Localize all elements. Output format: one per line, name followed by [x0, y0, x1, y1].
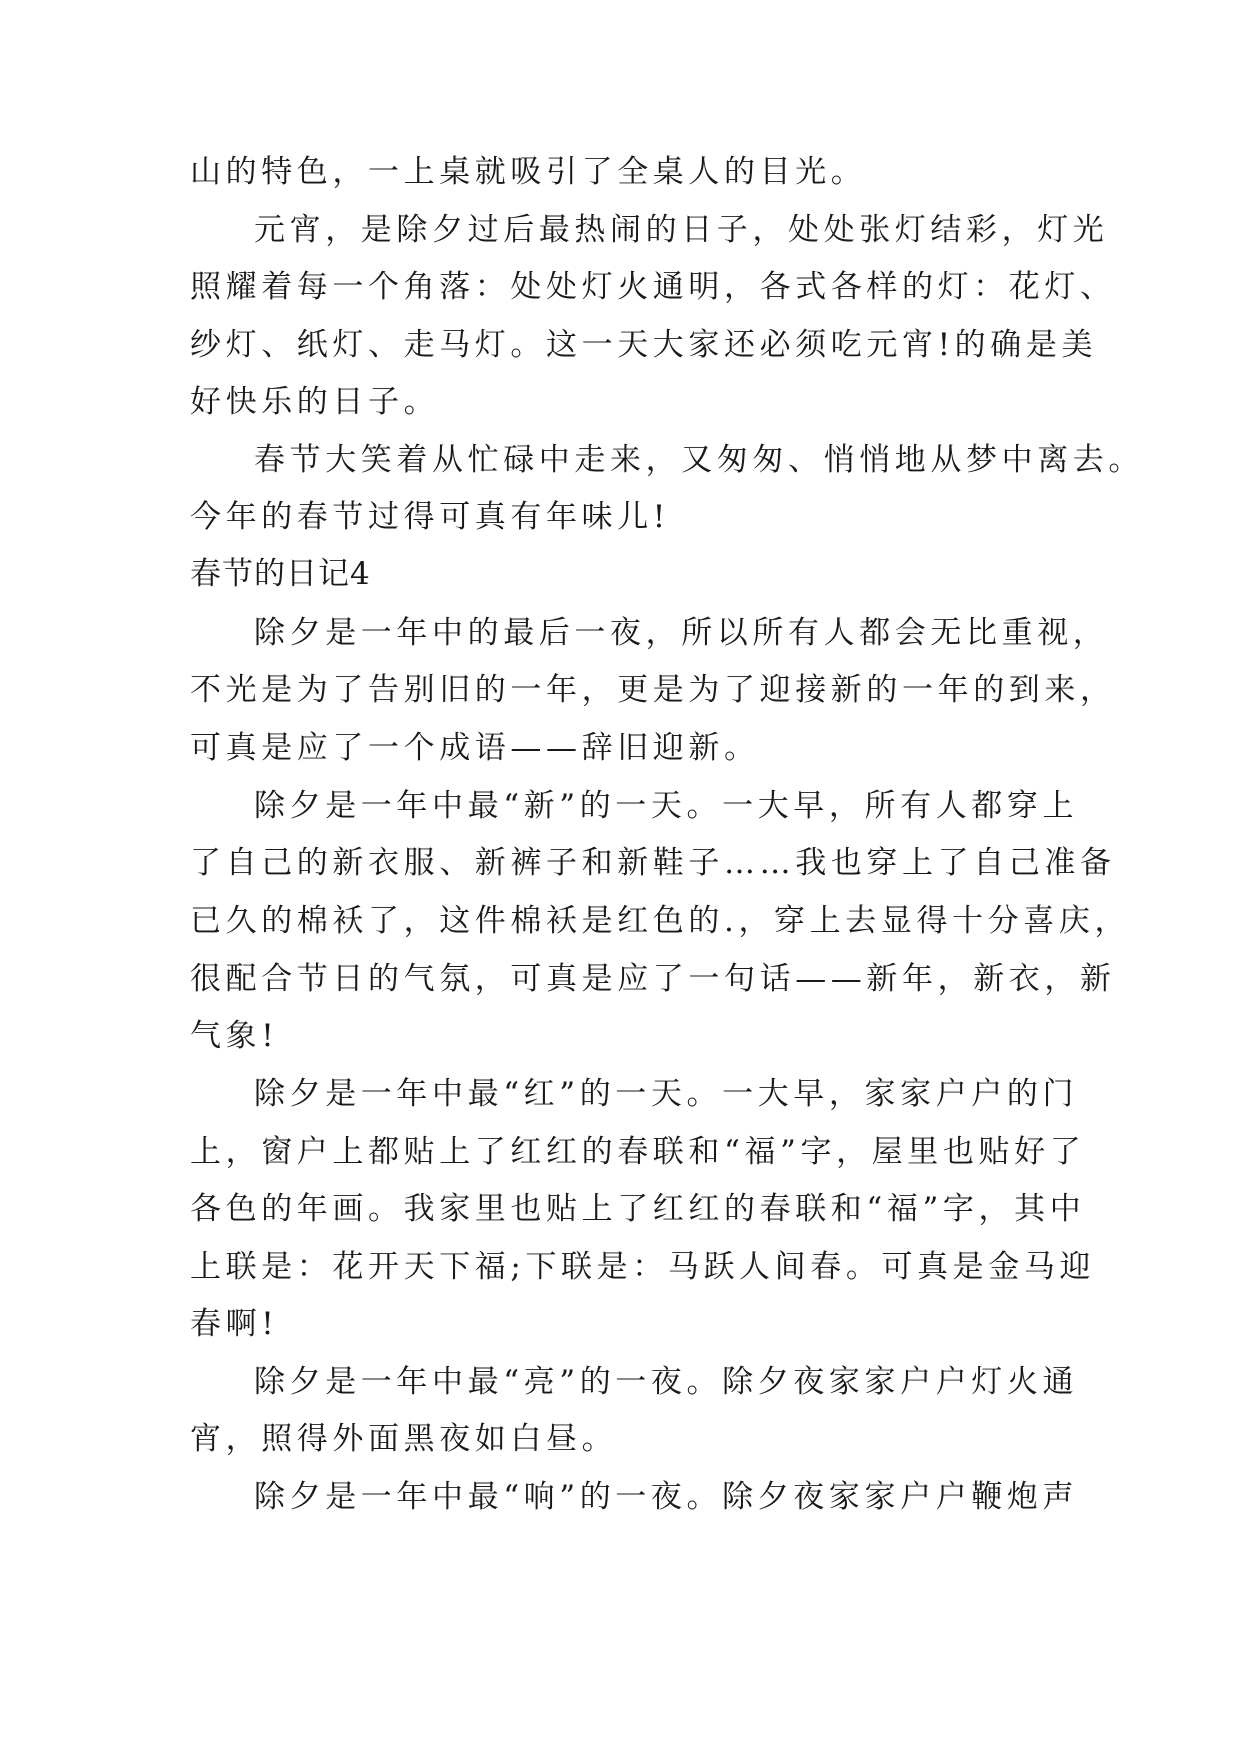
text-line: 上，窗户上都贴上了红红的春联和“福”字，屋里也贴好了 — [190, 1134, 1086, 1170]
text-line: 宵，照得外面黑夜如白昼。 — [190, 1421, 618, 1457]
text-line: 山的特色，一上桌就吸引了全桌人的目光。 — [190, 154, 867, 190]
text-line: 除夕是一年中的最后一夜，所以所有人都会无比重视， — [254, 615, 1109, 651]
text-line: 春节大笑着从忙碌中走来，又匆匆、悄悄地从梦中离去。 — [254, 442, 1144, 478]
text-line: 纱灯、纸灯、走马灯。这一天大家还必须吃元宵!的确是美 — [190, 327, 1098, 363]
text-line: 好快乐的日子。 — [190, 384, 440, 420]
text-line: 已久的棉袄了，这件棉袄是红色的.，穿上去显得十分喜庆， — [190, 903, 1131, 939]
text-line: 春啊! — [190, 1306, 279, 1342]
text-line: 照耀着每一个角落：处处灯火通明，各式各样的灯：花灯、 — [190, 269, 1116, 305]
text-line: 不光是为了告别旧的一年，更是为了迎接新的一年的到来， — [190, 672, 1116, 708]
text-line: 上联是：花开天下福;下联是：马跃人间春。可真是金马迎 — [190, 1249, 1096, 1285]
section-heading: 春节的日记4 — [190, 556, 371, 592]
text-line: 除夕是一年中最“新”的一天。一大早，所有人都穿上 — [254, 788, 1079, 824]
text-line: 元宵，是除夕过后最热闹的日子，处处张灯结彩，灯光 — [254, 212, 1109, 248]
text-line: 了自己的新衣服、新裤子和新鞋子……我也穿上了自己准备 — [190, 845, 1116, 881]
text-line: 很配合节日的气氛，可真是应了一句话——新年，新衣，新 — [190, 961, 1116, 997]
text-line: 各色的年画。我家里也贴上了红红的春联和“福”字，其中 — [190, 1191, 1086, 1227]
text-line: 气象! — [190, 1018, 279, 1054]
text-line: 除夕是一年中最“亮”的一夜。除夕夜家家户户灯火通 — [254, 1364, 1079, 1400]
text-line: 除夕是一年中最“响”的一夜。除夕夜家家户户鞭炮声 — [254, 1479, 1079, 1515]
text-line: 可真是应了一个成语——辞旧迎新。 — [190, 730, 760, 766]
text-line: 除夕是一年中最“红”的一天。一大早，家家户户的门 — [254, 1076, 1079, 1112]
text-line: 今年的春节过得可真有年味儿! — [190, 499, 670, 535]
